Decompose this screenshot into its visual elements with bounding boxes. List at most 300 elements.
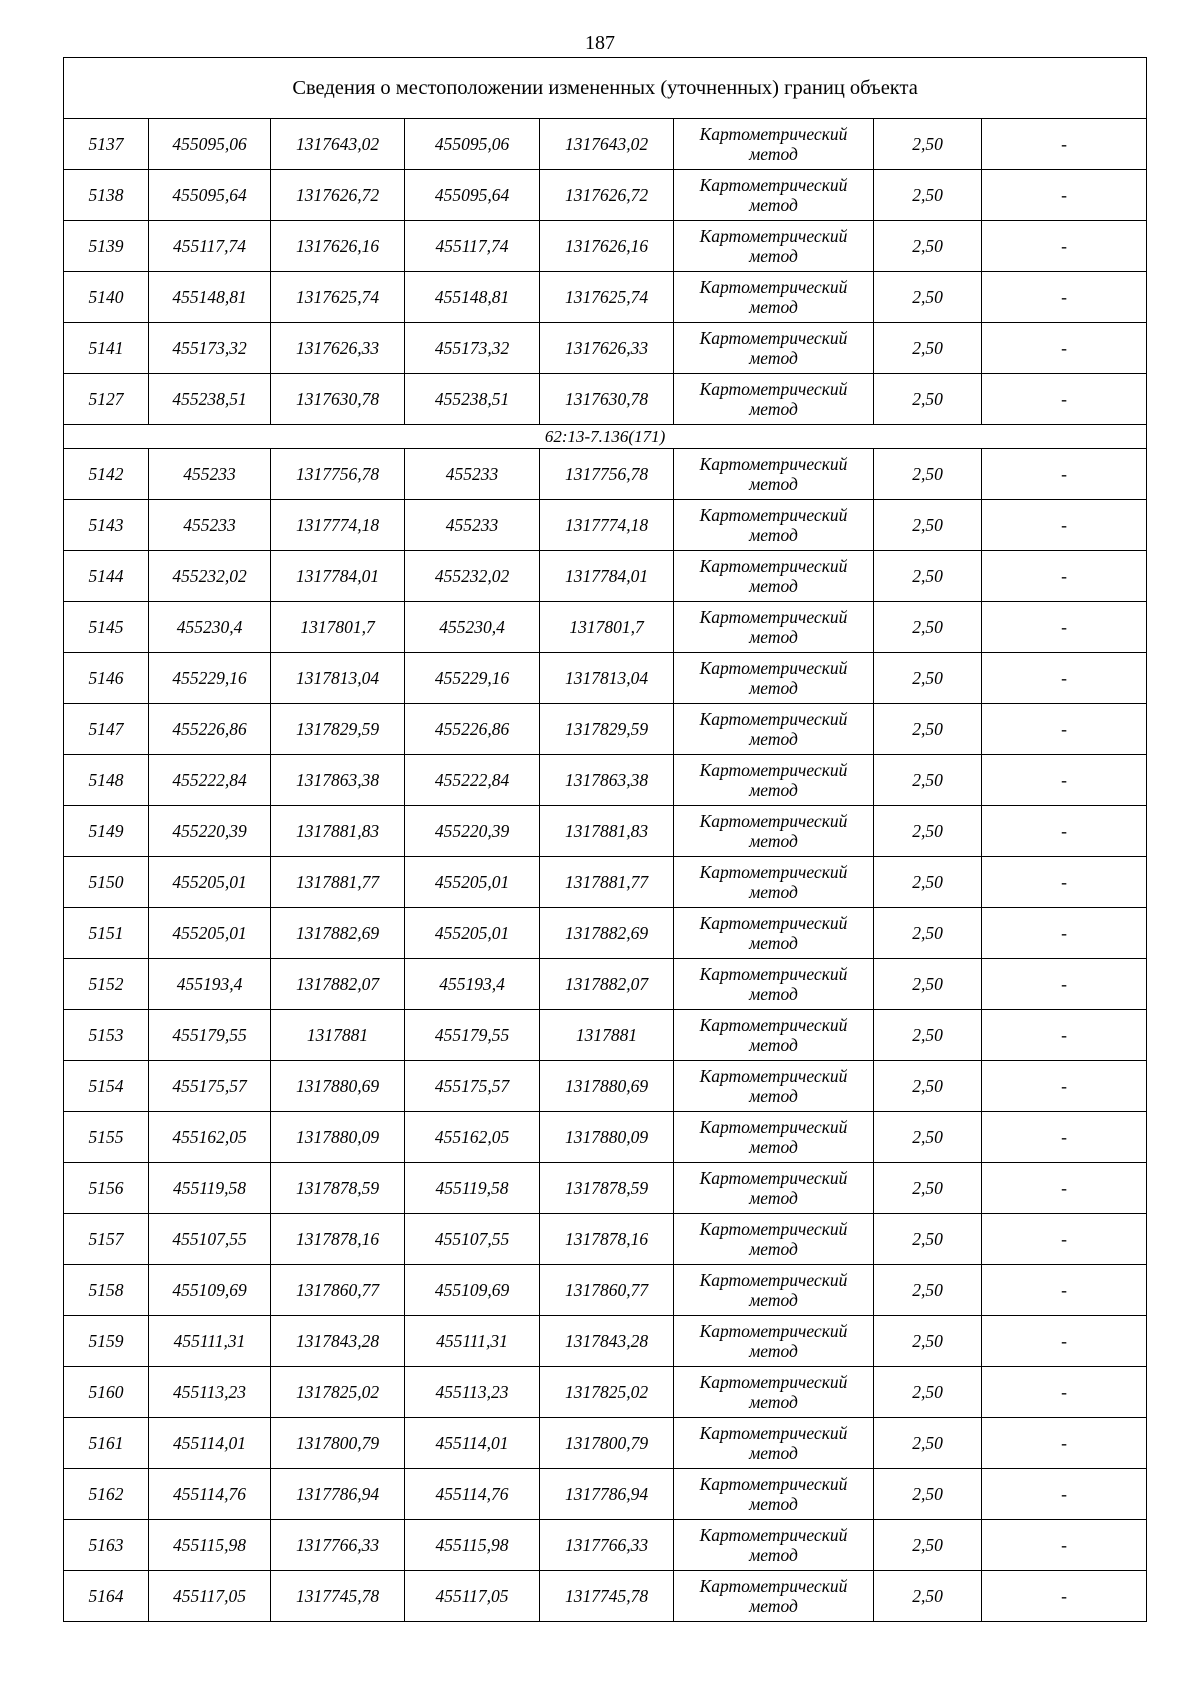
accuracy-cell: 2,50 — [874, 170, 982, 221]
method-cell — [674, 221, 874, 272]
method-label-line2: метод — [749, 1137, 798, 1157]
method-label-line2: метод — [749, 729, 798, 749]
existing-y-cell: 1317863,38 — [271, 755, 405, 806]
method-cell — [674, 1112, 874, 1163]
table-row — [64, 806, 1147, 857]
cadastral-number-label: 62:13-7.136(171) — [64, 425, 1147, 449]
accuracy-cell: 2,50 — [874, 806, 982, 857]
method-label-line1: Картометрический — [699, 1474, 848, 1494]
method-label-line1: Картометрический — [699, 1576, 848, 1596]
method-label-line1: Картометрический — [699, 379, 848, 399]
point-number-cell: 5159 — [64, 1316, 149, 1367]
existing-x-cell: 455205,01 — [149, 908, 271, 959]
new-x-cell: 455114,01 — [405, 1418, 540, 1469]
method-cell — [674, 1367, 874, 1418]
point-number-cell: 5139 — [64, 221, 149, 272]
new-y-cell: 1317774,18 — [540, 500, 674, 551]
method-label-line2: метод — [749, 1596, 798, 1616]
table-row — [64, 221, 1147, 272]
new-y-cell: 1317625,74 — [540, 272, 674, 323]
new-x-cell: 455117,05 — [405, 1571, 540, 1622]
new-y-cell: 1317863,38 — [540, 755, 674, 806]
method-label-line2: метод — [749, 195, 798, 215]
existing-x-cell: 455107,55 — [149, 1214, 271, 1265]
description-cell: - — [982, 602, 1147, 653]
method-label-line2: метод — [749, 1239, 798, 1259]
existing-y-cell: 1317626,33 — [271, 323, 405, 374]
point-number-cell: 5146 — [64, 653, 149, 704]
existing-y-cell: 1317784,01 — [271, 551, 405, 602]
new-y-cell: 1317825,02 — [540, 1367, 674, 1418]
method-cell — [674, 857, 874, 908]
new-x-cell: 455233 — [405, 500, 540, 551]
description-cell: - — [982, 1316, 1147, 1367]
point-number-cell: 5163 — [64, 1520, 149, 1571]
method-label-line1: Картометрический — [699, 1066, 848, 1086]
new-y-cell: 1317745,78 — [540, 1571, 674, 1622]
method-label-line2: метод — [749, 1494, 798, 1514]
existing-y-cell: 1317766,33 — [271, 1520, 405, 1571]
existing-y-cell: 1317626,72 — [271, 170, 405, 221]
existing-y-cell: 1317801,7 — [271, 602, 405, 653]
new-x-cell: 455220,39 — [405, 806, 540, 857]
accuracy-cell: 2,50 — [874, 119, 982, 170]
accuracy-cell: 2,50 — [874, 653, 982, 704]
method-label-line1: Картометрический — [699, 175, 848, 195]
method-label-line2: метод — [749, 1443, 798, 1463]
method-label-line1: Картометрический — [699, 1168, 848, 1188]
table-row — [64, 1265, 1147, 1316]
method-cell — [674, 374, 874, 425]
point-number-cell: 5140 — [64, 272, 149, 323]
table-header-row — [64, 58, 1147, 119]
existing-y-cell: 1317843,28 — [271, 1316, 405, 1367]
existing-x-cell: 455229,16 — [149, 653, 271, 704]
point-number-cell: 5137 — [64, 119, 149, 170]
method-label-line2: метод — [749, 576, 798, 596]
accuracy-cell: 2,50 — [874, 704, 982, 755]
existing-x-cell: 455233 — [149, 449, 271, 500]
accuracy-cell: 2,50 — [874, 1010, 982, 1061]
method-cell — [674, 1163, 874, 1214]
new-y-cell: 1317626,72 — [540, 170, 674, 221]
new-x-cell: 455173,32 — [405, 323, 540, 374]
accuracy-cell: 2,50 — [874, 374, 982, 425]
method-cell — [674, 1061, 874, 1112]
method-label-line1: Картометрический — [699, 709, 848, 729]
method-label-line2: метод — [749, 1341, 798, 1361]
description-cell: - — [982, 221, 1147, 272]
table-row — [64, 1418, 1147, 1469]
method-cell — [674, 959, 874, 1010]
new-x-cell: 455107,55 — [405, 1214, 540, 1265]
existing-x-cell: 455205,01 — [149, 857, 271, 908]
existing-y-cell: 1317829,59 — [271, 704, 405, 755]
method-cell — [674, 1469, 874, 1520]
method-label-line2: метод — [749, 348, 798, 368]
existing-x-cell: 455222,84 — [149, 755, 271, 806]
existing-x-cell: 455220,39 — [149, 806, 271, 857]
method-label-line1: Картометрический — [699, 658, 848, 678]
point-number-cell: 5138 — [64, 170, 149, 221]
point-number-cell: 5158 — [64, 1265, 149, 1316]
existing-x-cell: 455113,23 — [149, 1367, 271, 1418]
method-label-line2: метод — [749, 780, 798, 800]
new-y-cell: 1317881,77 — [540, 857, 674, 908]
point-number-cell: 5141 — [64, 323, 149, 374]
method-label-line1: Картометрический — [699, 862, 848, 882]
point-number-cell: 5148 — [64, 755, 149, 806]
existing-y-cell: 1317626,16 — [271, 221, 405, 272]
new-y-cell: 1317882,07 — [540, 959, 674, 1010]
table-row — [64, 755, 1147, 806]
table-row — [64, 602, 1147, 653]
new-x-cell: 455117,74 — [405, 221, 540, 272]
method-label-line2: метод — [749, 678, 798, 698]
point-number-cell: 5145 — [64, 602, 149, 653]
method-label-line1: Картометрический — [699, 1525, 848, 1545]
description-cell: - — [982, 755, 1147, 806]
method-label-line2: метод — [749, 831, 798, 851]
description-cell: - — [982, 551, 1147, 602]
point-number-cell: 5143 — [64, 500, 149, 551]
method-cell — [674, 449, 874, 500]
new-y-cell: 1317626,33 — [540, 323, 674, 374]
accuracy-cell: 2,50 — [874, 1265, 982, 1316]
method-label-line2: метод — [749, 399, 798, 419]
new-y-cell: 1317756,78 — [540, 449, 674, 500]
existing-x-cell: 455117,05 — [149, 1571, 271, 1622]
method-label-line1: Картометрический — [699, 1015, 848, 1035]
method-label-line1: Картометрический — [699, 607, 848, 627]
new-x-cell: 455119,58 — [405, 1163, 540, 1214]
accuracy-cell: 2,50 — [874, 1316, 982, 1367]
new-x-cell: 455179,55 — [405, 1010, 540, 1061]
method-cell — [674, 170, 874, 221]
method-cell — [674, 1214, 874, 1265]
accuracy-cell: 2,50 — [874, 500, 982, 551]
new-y-cell: 1317800,79 — [540, 1418, 674, 1469]
new-x-cell: 455111,31 — [405, 1316, 540, 1367]
method-label-line2: метод — [749, 984, 798, 1004]
description-cell: - — [982, 857, 1147, 908]
new-x-cell: 455229,16 — [405, 653, 540, 704]
method-label-line1: Картометрический — [699, 1270, 848, 1290]
existing-x-cell: 455114,01 — [149, 1418, 271, 1469]
method-label-line2: метод — [749, 1188, 798, 1208]
description-cell: - — [982, 272, 1147, 323]
table-row — [64, 653, 1147, 704]
point-number-cell: 5156 — [64, 1163, 149, 1214]
existing-x-cell: 455173,32 — [149, 323, 271, 374]
table-row — [64, 170, 1147, 221]
existing-x-cell: 455114,76 — [149, 1469, 271, 1520]
table-row — [64, 1520, 1147, 1571]
accuracy-cell: 2,50 — [874, 272, 982, 323]
page-number: 187 — [585, 32, 615, 54]
existing-y-cell: 1317745,78 — [271, 1571, 405, 1622]
description-cell: - — [982, 1367, 1147, 1418]
accuracy-cell: 2,50 — [874, 1163, 982, 1214]
new-x-cell: 455095,64 — [405, 170, 540, 221]
existing-y-cell: 1317881,83 — [271, 806, 405, 857]
method-label-line2: метод — [749, 525, 798, 545]
existing-y-cell: 1317880,69 — [271, 1061, 405, 1112]
new-y-cell: 1317881 — [540, 1010, 674, 1061]
point-number-cell: 5160 — [64, 1367, 149, 1418]
accuracy-cell: 2,50 — [874, 1469, 982, 1520]
new-y-cell: 1317813,04 — [540, 653, 674, 704]
existing-y-cell: 1317813,04 — [271, 653, 405, 704]
table-row — [64, 1112, 1147, 1163]
method-label-line2: метод — [749, 246, 798, 266]
method-label-line1: Картометрический — [699, 1117, 848, 1137]
new-y-cell: 1317801,7 — [540, 602, 674, 653]
point-number-cell: 5151 — [64, 908, 149, 959]
table-row — [64, 119, 1147, 170]
method-label-line1: Картометрический — [699, 124, 848, 144]
description-cell: - — [982, 119, 1147, 170]
new-x-cell: 455222,84 — [405, 755, 540, 806]
method-cell — [674, 1418, 874, 1469]
method-label-line1: Картометрический — [699, 811, 848, 831]
new-x-cell: 455233 — [405, 449, 540, 500]
existing-x-cell: 455230,4 — [149, 602, 271, 653]
table-row — [64, 959, 1147, 1010]
method-cell — [674, 119, 874, 170]
existing-y-cell: 1317860,77 — [271, 1265, 405, 1316]
table-row — [64, 1010, 1147, 1061]
description-cell: - — [982, 704, 1147, 755]
existing-x-cell: 455095,06 — [149, 119, 271, 170]
description-cell: - — [982, 170, 1147, 221]
method-label-line1: Картометрический — [699, 964, 848, 984]
point-number-cell: 5157 — [64, 1214, 149, 1265]
description-cell: - — [982, 959, 1147, 1010]
new-y-cell: 1317784,01 — [540, 551, 674, 602]
method-cell — [674, 755, 874, 806]
accuracy-cell: 2,50 — [874, 1571, 982, 1622]
accuracy-cell: 2,50 — [874, 323, 982, 374]
existing-x-cell: 455095,64 — [149, 170, 271, 221]
method-label-line2: метод — [749, 627, 798, 647]
point-number-cell: 5147 — [64, 704, 149, 755]
description-cell: - — [982, 908, 1147, 959]
point-number-cell: 5161 — [64, 1418, 149, 1469]
method-label-line2: метод — [749, 144, 798, 164]
accuracy-cell: 2,50 — [874, 1418, 982, 1469]
method-label-line2: метод — [749, 1290, 798, 1310]
method-label-line1: Картометрический — [699, 328, 848, 348]
table-row — [64, 323, 1147, 374]
method-cell — [674, 1265, 874, 1316]
boundary-coordinates-table — [63, 57, 1147, 1622]
table-row — [64, 704, 1147, 755]
existing-x-cell: 455111,31 — [149, 1316, 271, 1367]
method-cell — [674, 653, 874, 704]
accuracy-cell: 2,50 — [874, 449, 982, 500]
table-title: Сведения о местоположении измененных (уточненных) границ объекта — [64, 58, 1147, 119]
accuracy-cell: 2,50 — [874, 1214, 982, 1265]
new-x-cell: 455113,23 — [405, 1367, 540, 1418]
new-x-cell: 455205,01 — [405, 908, 540, 959]
description-cell: - — [982, 1214, 1147, 1265]
table-row — [64, 908, 1147, 959]
description-cell: - — [982, 449, 1147, 500]
new-y-cell: 1317882,69 — [540, 908, 674, 959]
method-label-line1: Картометрический — [699, 277, 848, 297]
new-x-cell: 455115,98 — [405, 1520, 540, 1571]
accuracy-cell: 2,50 — [874, 1520, 982, 1571]
method-label-line1: Картометрический — [699, 505, 848, 525]
description-cell: - — [982, 1571, 1147, 1622]
point-number-cell: 5144 — [64, 551, 149, 602]
existing-y-cell: 1317878,16 — [271, 1214, 405, 1265]
accuracy-cell: 2,50 — [874, 551, 982, 602]
method-label-line1: Картометрический — [699, 1423, 848, 1443]
method-label-line1: Картометрический — [699, 1321, 848, 1341]
description-cell: - — [982, 1112, 1147, 1163]
method-cell — [674, 1316, 874, 1367]
existing-y-cell: 1317880,09 — [271, 1112, 405, 1163]
new-x-cell: 455230,4 — [405, 602, 540, 653]
new-x-cell: 455109,69 — [405, 1265, 540, 1316]
method-label-line2: метод — [749, 1035, 798, 1055]
existing-y-cell: 1317625,74 — [271, 272, 405, 323]
method-cell — [674, 323, 874, 374]
new-y-cell: 1317630,78 — [540, 374, 674, 425]
new-y-cell: 1317878,16 — [540, 1214, 674, 1265]
table-row — [64, 449, 1147, 500]
new-y-cell: 1317878,59 — [540, 1163, 674, 1214]
existing-x-cell: 455226,86 — [149, 704, 271, 755]
method-label-line2: метод — [749, 882, 798, 902]
method-label-line2: метод — [749, 1545, 798, 1565]
existing-x-cell: 455115,98 — [149, 1520, 271, 1571]
existing-x-cell: 455162,05 — [149, 1112, 271, 1163]
new-x-cell: 455095,06 — [405, 119, 540, 170]
existing-y-cell: 1317882,07 — [271, 959, 405, 1010]
point-number-cell: 5155 — [64, 1112, 149, 1163]
method-label-line2: метод — [749, 297, 798, 317]
method-cell — [674, 1571, 874, 1622]
method-label-line1: Картометрический — [699, 760, 848, 780]
new-y-cell: 1317843,28 — [540, 1316, 674, 1367]
accuracy-cell: 2,50 — [874, 857, 982, 908]
method-cell — [674, 806, 874, 857]
method-cell — [674, 272, 874, 323]
description-cell: - — [982, 1061, 1147, 1112]
method-cell — [674, 1520, 874, 1571]
new-y-cell: 1317829,59 — [540, 704, 674, 755]
method-label-line2: метод — [749, 1086, 798, 1106]
table-row — [64, 272, 1147, 323]
new-y-cell: 1317786,94 — [540, 1469, 674, 1520]
existing-y-cell: 1317800,79 — [271, 1418, 405, 1469]
existing-x-cell: 455238,51 — [149, 374, 271, 425]
accuracy-cell: 2,50 — [874, 755, 982, 806]
new-x-cell: 455193,4 — [405, 959, 540, 1010]
new-x-cell: 455162,05 — [405, 1112, 540, 1163]
existing-y-cell: 1317756,78 — [271, 449, 405, 500]
point-number-cell: 5152 — [64, 959, 149, 1010]
point-number-cell: 5127 — [64, 374, 149, 425]
description-cell: - — [982, 1163, 1147, 1214]
point-number-cell: 5149 — [64, 806, 149, 857]
existing-y-cell: 1317643,02 — [271, 119, 405, 170]
accuracy-cell: 2,50 — [874, 602, 982, 653]
method-cell — [674, 551, 874, 602]
new-x-cell: 455238,51 — [405, 374, 540, 425]
table-row — [64, 1571, 1147, 1622]
point-number-cell: 5162 — [64, 1469, 149, 1520]
description-cell: - — [982, 323, 1147, 374]
new-x-cell: 455232,02 — [405, 551, 540, 602]
new-x-cell: 455148,81 — [405, 272, 540, 323]
method-cell — [674, 908, 874, 959]
existing-y-cell: 1317825,02 — [271, 1367, 405, 1418]
method-label-line1: Картометрический — [699, 1219, 848, 1239]
table-row — [64, 1367, 1147, 1418]
accuracy-cell: 2,50 — [874, 908, 982, 959]
table-row — [64, 1061, 1147, 1112]
description-cell: - — [982, 1469, 1147, 1520]
method-cell — [674, 704, 874, 755]
existing-y-cell: 1317774,18 — [271, 500, 405, 551]
table-row — [64, 551, 1147, 602]
existing-x-cell: 455109,69 — [149, 1265, 271, 1316]
point-number-cell: 5153 — [64, 1010, 149, 1061]
method-label-line2: метод — [749, 1392, 798, 1412]
existing-y-cell: 1317881,77 — [271, 857, 405, 908]
table-row — [64, 1316, 1147, 1367]
description-cell: - — [982, 1418, 1147, 1469]
existing-x-cell: 455233 — [149, 500, 271, 551]
method-label-line1: Картометрический — [699, 1372, 848, 1392]
existing-y-cell: 1317786,94 — [271, 1469, 405, 1520]
new-x-cell: 455114,76 — [405, 1469, 540, 1520]
existing-y-cell: 1317881 — [271, 1010, 405, 1061]
existing-x-cell: 455232,02 — [149, 551, 271, 602]
existing-x-cell: 455193,4 — [149, 959, 271, 1010]
table-row — [64, 1214, 1147, 1265]
existing-y-cell: 1317630,78 — [271, 374, 405, 425]
description-cell: - — [982, 806, 1147, 857]
description-cell: - — [982, 500, 1147, 551]
point-number-cell: 5154 — [64, 1061, 149, 1112]
description-cell: - — [982, 653, 1147, 704]
accuracy-cell: 2,50 — [874, 959, 982, 1010]
method-cell — [674, 1010, 874, 1061]
table-row — [64, 1163, 1147, 1214]
description-cell: - — [982, 1265, 1147, 1316]
table-row — [64, 500, 1147, 551]
method-label-line1: Картометрический — [699, 556, 848, 576]
existing-y-cell: 1317878,59 — [271, 1163, 405, 1214]
table-row — [64, 1469, 1147, 1520]
description-cell: - — [982, 1520, 1147, 1571]
table-row — [64, 857, 1147, 908]
section-row — [64, 425, 1147, 449]
point-number-cell: 5150 — [64, 857, 149, 908]
existing-x-cell: 455119,58 — [149, 1163, 271, 1214]
new-y-cell: 1317860,77 — [540, 1265, 674, 1316]
new-x-cell: 455175,57 — [405, 1061, 540, 1112]
method-label-line2: метод — [749, 474, 798, 494]
existing-x-cell: 455117,74 — [149, 221, 271, 272]
point-number-cell: 5164 — [64, 1571, 149, 1622]
existing-x-cell: 455175,57 — [149, 1061, 271, 1112]
